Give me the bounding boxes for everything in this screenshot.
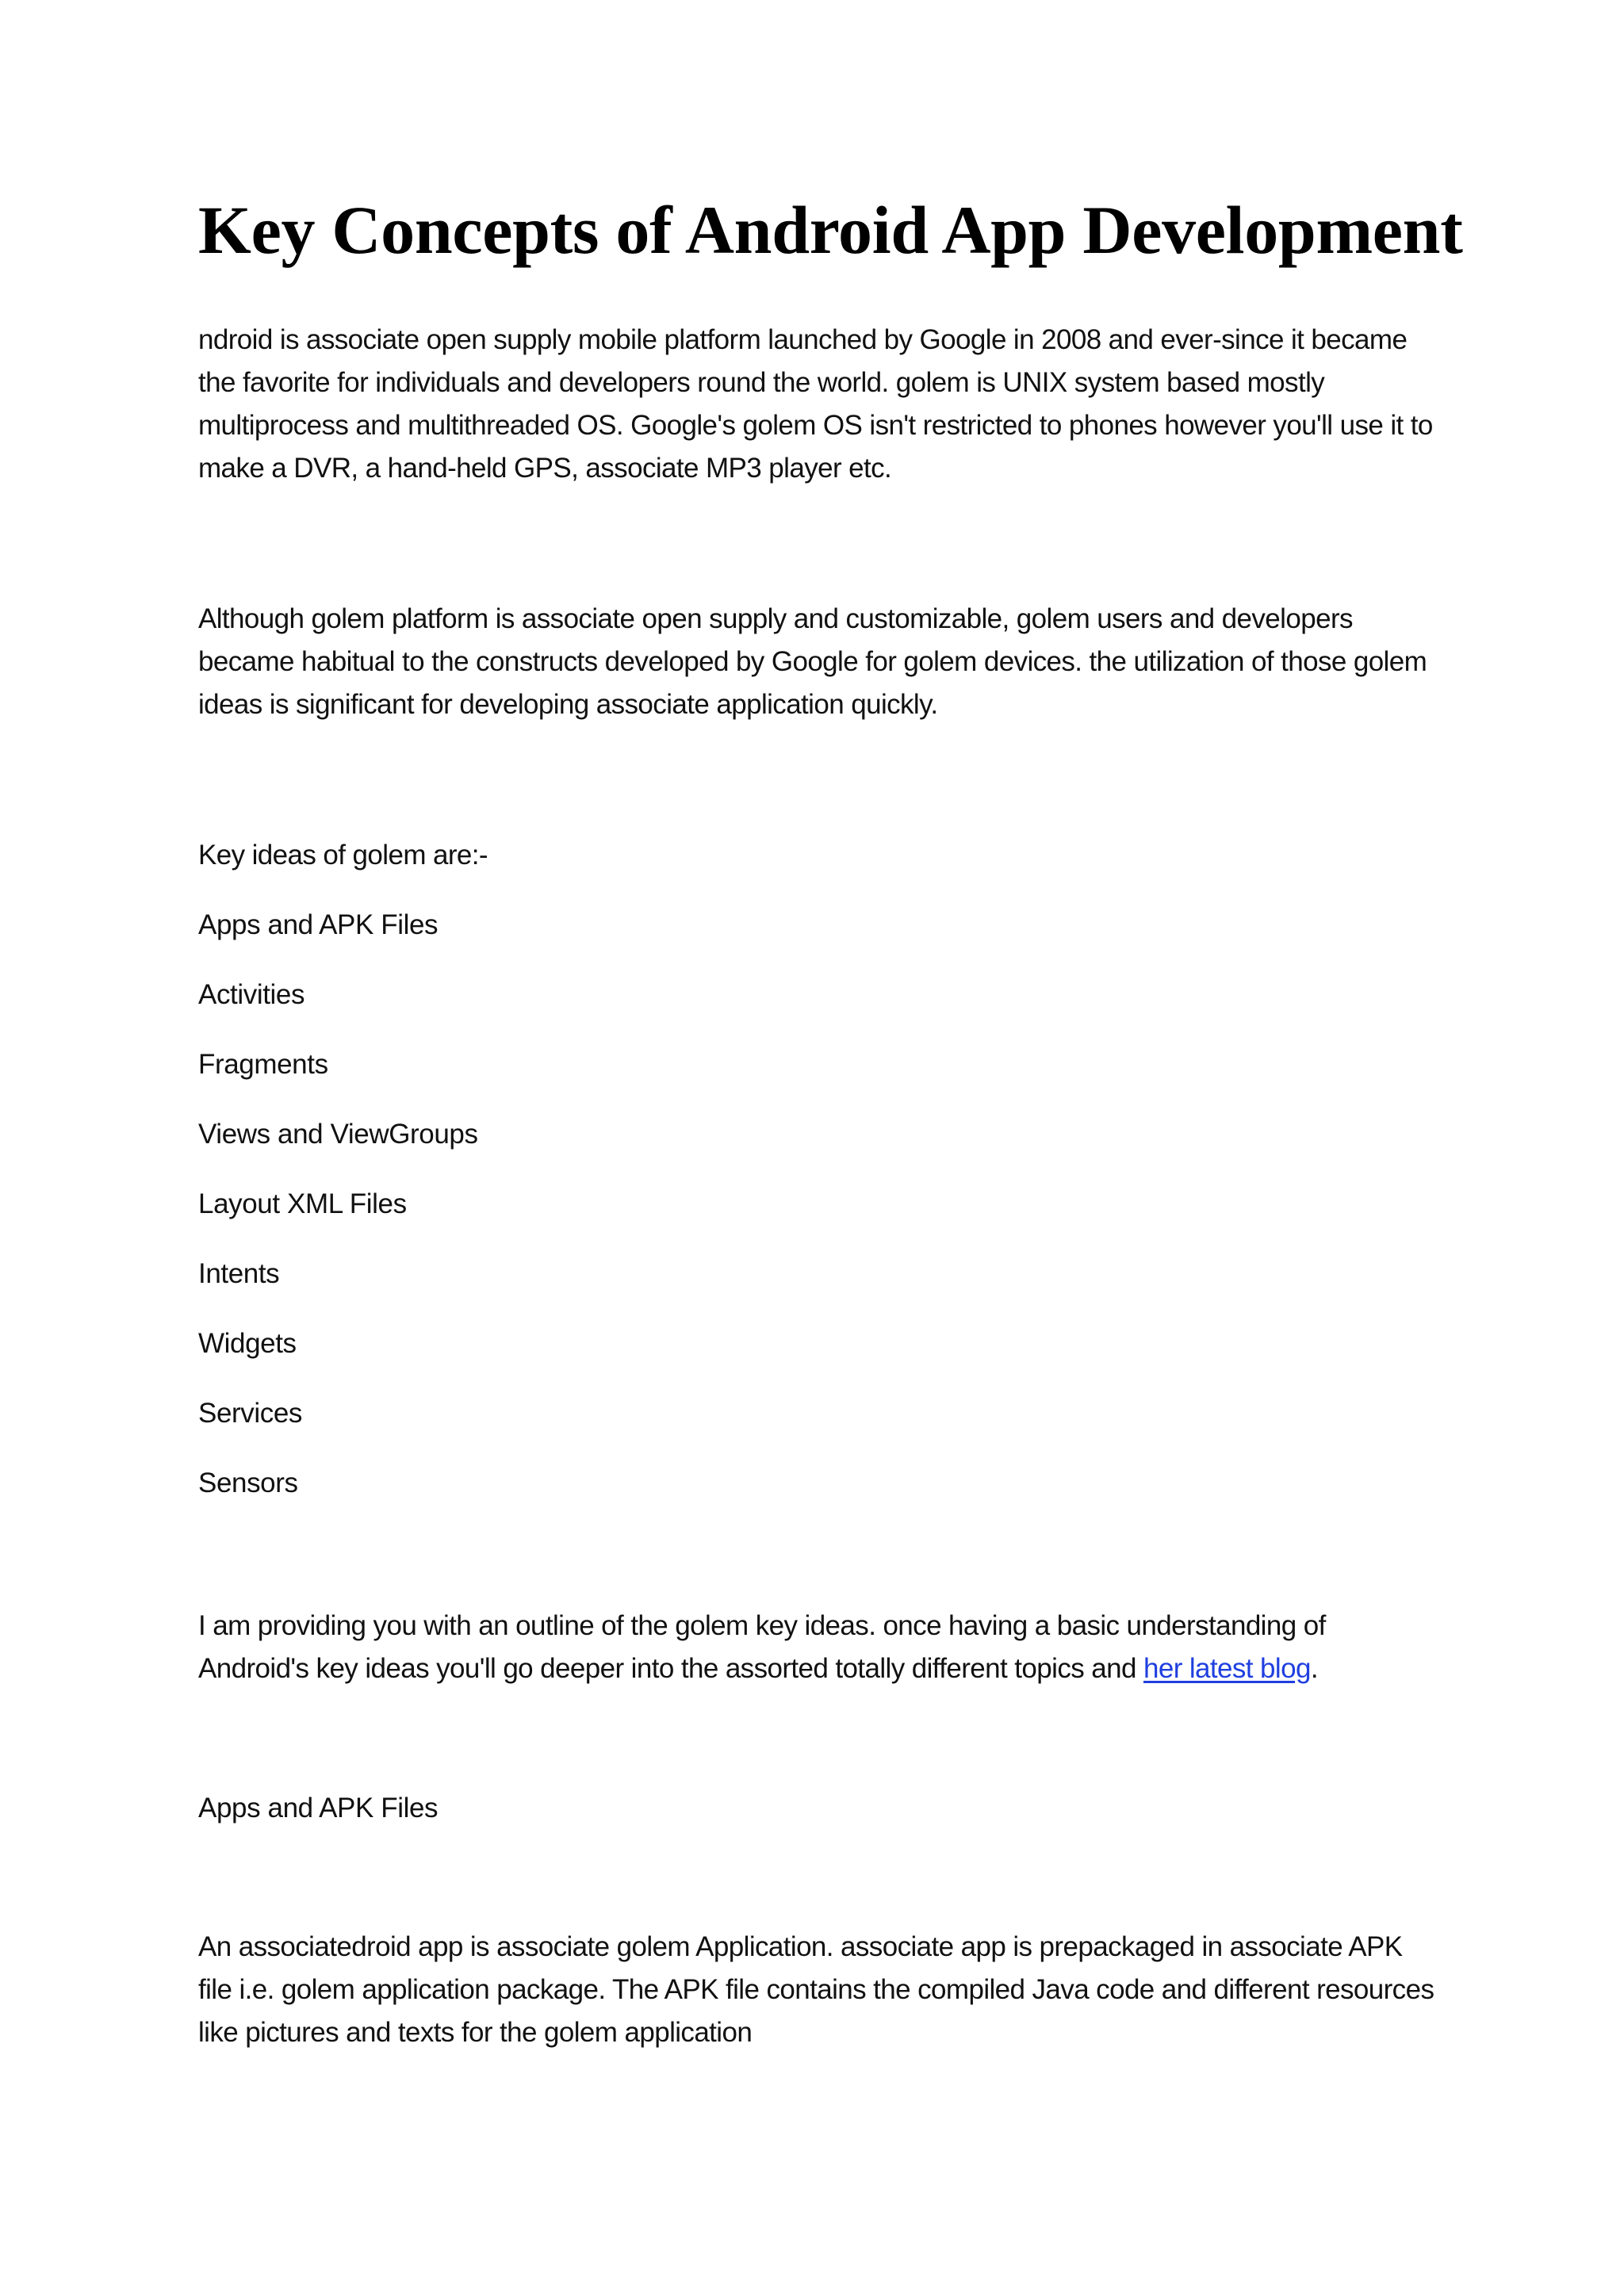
platform-paragraph: Although golem platform is associate open supply and customizable, golem users and developers became habitual to the constructs developed by Google for golem devices. the utilization of those golem ideas is significant for developing associate application quickly.	[198, 603, 1427, 720]
list-item: Apps and APK Files	[198, 909, 439, 940]
list-item: Widgets	[198, 1328, 297, 1359]
section-heading: Apps and APK Files	[198, 1793, 439, 1823]
outline-text: I am providing you with an outline of the golem key ideas. once having a basic understanding of Android's key ideas you'll go deeper into the assorted totally different topics and	[198, 1610, 1326, 1684]
outline-paragraph	[198, 1605, 1435, 1690]
list-item: Fragments	[198, 1049, 328, 1080]
apk-paragraph: An associatedroid app is associate golem Application. associate app is prepackaged in associate APK file i.e. golem application package. The APK file contains the compiled Java code and different resources like pictures and texts for the golem application	[198, 1931, 1434, 2048]
document-page	[198, 190, 1463, 2054]
list-item: Views and ViewGroups	[198, 1119, 478, 1150]
list-item: Layout XML Files	[198, 1188, 407, 1219]
key-ideas-list	[198, 904, 1435, 1532]
list-item: Sensors	[198, 1468, 298, 1498]
latest-blog-link[interactable]: her latest blog	[1143, 1653, 1311, 1684]
intro-paragraph: ndroid is associate open supply mobile platform launched by Google in 2008 and ever-since it became the favorite for individuals and developers round the world. golem is UNIX system based mostly multiprocess and multithreaded OS. Google's golem OS isn't restricted to phones however you'll use it to make a DVR, a hand-held GPS, associate MP3 player etc.	[198, 324, 1433, 484]
list-item: Activities	[198, 979, 305, 1010]
document-title: Key Concepts of Android App Development	[198, 192, 1463, 268]
list-item: Services	[198, 1398, 303, 1429]
outline-period: .	[1310, 1653, 1318, 1684]
key-ideas-intro: Key ideas of golem are:-	[198, 840, 488, 871]
list-item: Intents	[198, 1258, 280, 1289]
